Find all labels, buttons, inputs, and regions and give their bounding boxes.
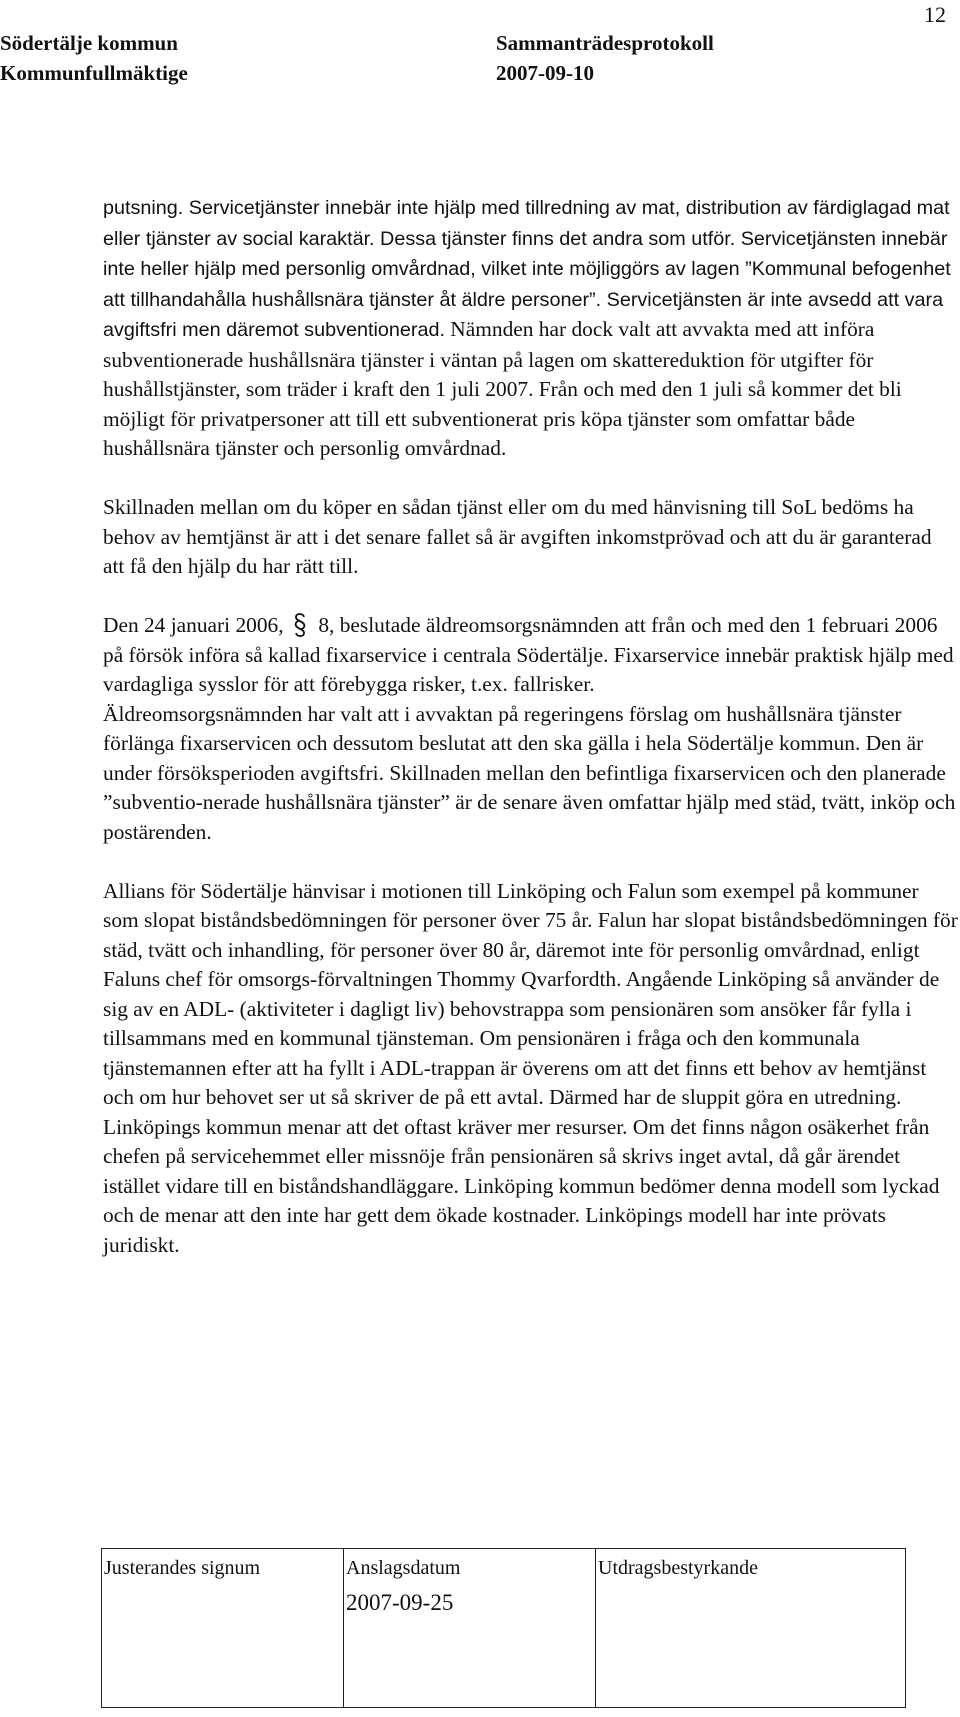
council-name: Kommunfullmäktige: [0, 61, 188, 85]
paragraph-3-before: Den 24 januari 2006,: [103, 613, 284, 637]
posting-date-cell: [344, 1549, 596, 1707]
paragraph-4: Äldreomsorgsnämnden har valt att i avvaktan på regeringens förslag om hushållsnära tjänster förlänga fixarservicen och dessutom beslutat att den ska gälla i hela Södertälje kommun. Den är under försöksperioden avgiftsfri. Skillnaden mellan den befintliga fixarservicen och den planerade ”subventio-nerade hushållsnära tjänster” är de senare även omfattar hjälp med städ, tvätt, inköp och postärenden.: [103, 701, 956, 844]
paragraph-5: Allians för Södertälje hänvisar i motionen till Linköping och Falun som exempel på kommuner som slopat biståndsbedömningen för personer över 75 år. Falun har slopat biståndsbedömningen för städ, tvätt och inhandling, för personer över 80 år, däremot inte för personlig omvårdnad, enligt Faluns chef för omsorgs-förvaltningen Thommy Qvarfordth. Angående Linköping så använder de sig av en ADL- (aktiviteter i dagligt liv) behovstrappa som pensionären som ansöker får fylla i tillsammans med en kommunal tjänsteman. Om pensionären i fråga och den kommunala tjänstemannen efter att ha fyllt i ADL-trappan är överens om att det finns ett behov av hemtjänst och om hur behovet ser ut så skriver de på ett avtal. Därmed har de sluppit göra en utredning. Linköpings kommun menar att det oftast kräver mer resurser. Om det finns någon osäkerhet från chefen på servicehemmet eller missnöje från pensionären så skrivs inget avtal, då går ärendet istället vidare till en biståndshandläggare. Linköping kommun bedömer denna modell som lyckad och de menar att den inte har gett dem ökade kostnader. Linköpings modell har inte prövats juridiskt.: [103, 878, 958, 1257]
signature-label: Justerandes signum: [104, 1557, 261, 1579]
paragraph-1-part-c: Nämnden har dock valt att avvakta med att införa subventionerade hushållsnära tjänster i väntan på lagen om skattereduktion för utgifter för hushållstjänster, som träder i kraft den 1 juli 2007. Från och med den 1 juli så kommer det bli möjligt för privatpersoner att till ett subventionerat pris köpa tjänster som omfattar både hushållsnära tjänster och personlig omvårdnad.: [103, 317, 902, 460]
municipality-name: Södertälje kommun: [0, 31, 178, 55]
signature-cell: [102, 1549, 344, 1707]
extract-cell: [596, 1549, 905, 1707]
signature-table: [101, 1548, 906, 1708]
document-body: [103, 193, 958, 1290]
page-number: 12: [924, 2, 946, 27]
extract-label: Utdragsbestyrkande: [598, 1557, 758, 1579]
posting-date-label: Anslagsdatum: [346, 1557, 461, 1579]
header-left: [0, 28, 188, 88]
paragraph-1: [103, 193, 958, 464]
posting-date-value: 2007-09-25: [346, 1590, 454, 1615]
paragraph-2: Skillnaden mellan om du köper en sådan tjänst eller om du med hänvisning till SoL bedöms ha behov av hemtjänst är att i det senare fallet så är avgiften inkomstprövad och att du är garanterad att få den hjälp du har rätt till.: [103, 495, 932, 578]
meeting-date: 2007-09-10: [496, 61, 594, 85]
paragraph-1-part-a: putsning. Servicetjänster innebär inte hjälp med tillredning av mat, distribution av färdiglagad mat eller tjänster av social karaktär. Dessa tjänster finns det andra som utför. Servicetjänsten innebär inte heller hjälp med personlig omvårdnad, vilket inte möjliggörs av lagen ”Kommunal befogenhet att tillhandahålla hushållsnära tjänster åt äldre personer”.: [103, 197, 951, 311]
document-type: Sammanträdesprotokoll: [496, 31, 714, 55]
paragraph-3-after: 8, beslutade äldreomsorgsnämnden att från och med den 1 februari 2006 på försök införa så kallad fixarservice i centrala Södertälje. Fixarservice innebär praktisk hjälp med vardagliga sysslor för att förebygga risker, t.ex. fallrisker.: [103, 613, 954, 696]
header-right: [496, 28, 714, 88]
paragraph-3: [103, 611, 958, 700]
paragraph-1-part-b: Servicetjänsten är inte avsedd att vara avgiftsfri men däremot subventionerad.: [103, 288, 944, 341]
section-sign-icon: [291, 612, 309, 638]
